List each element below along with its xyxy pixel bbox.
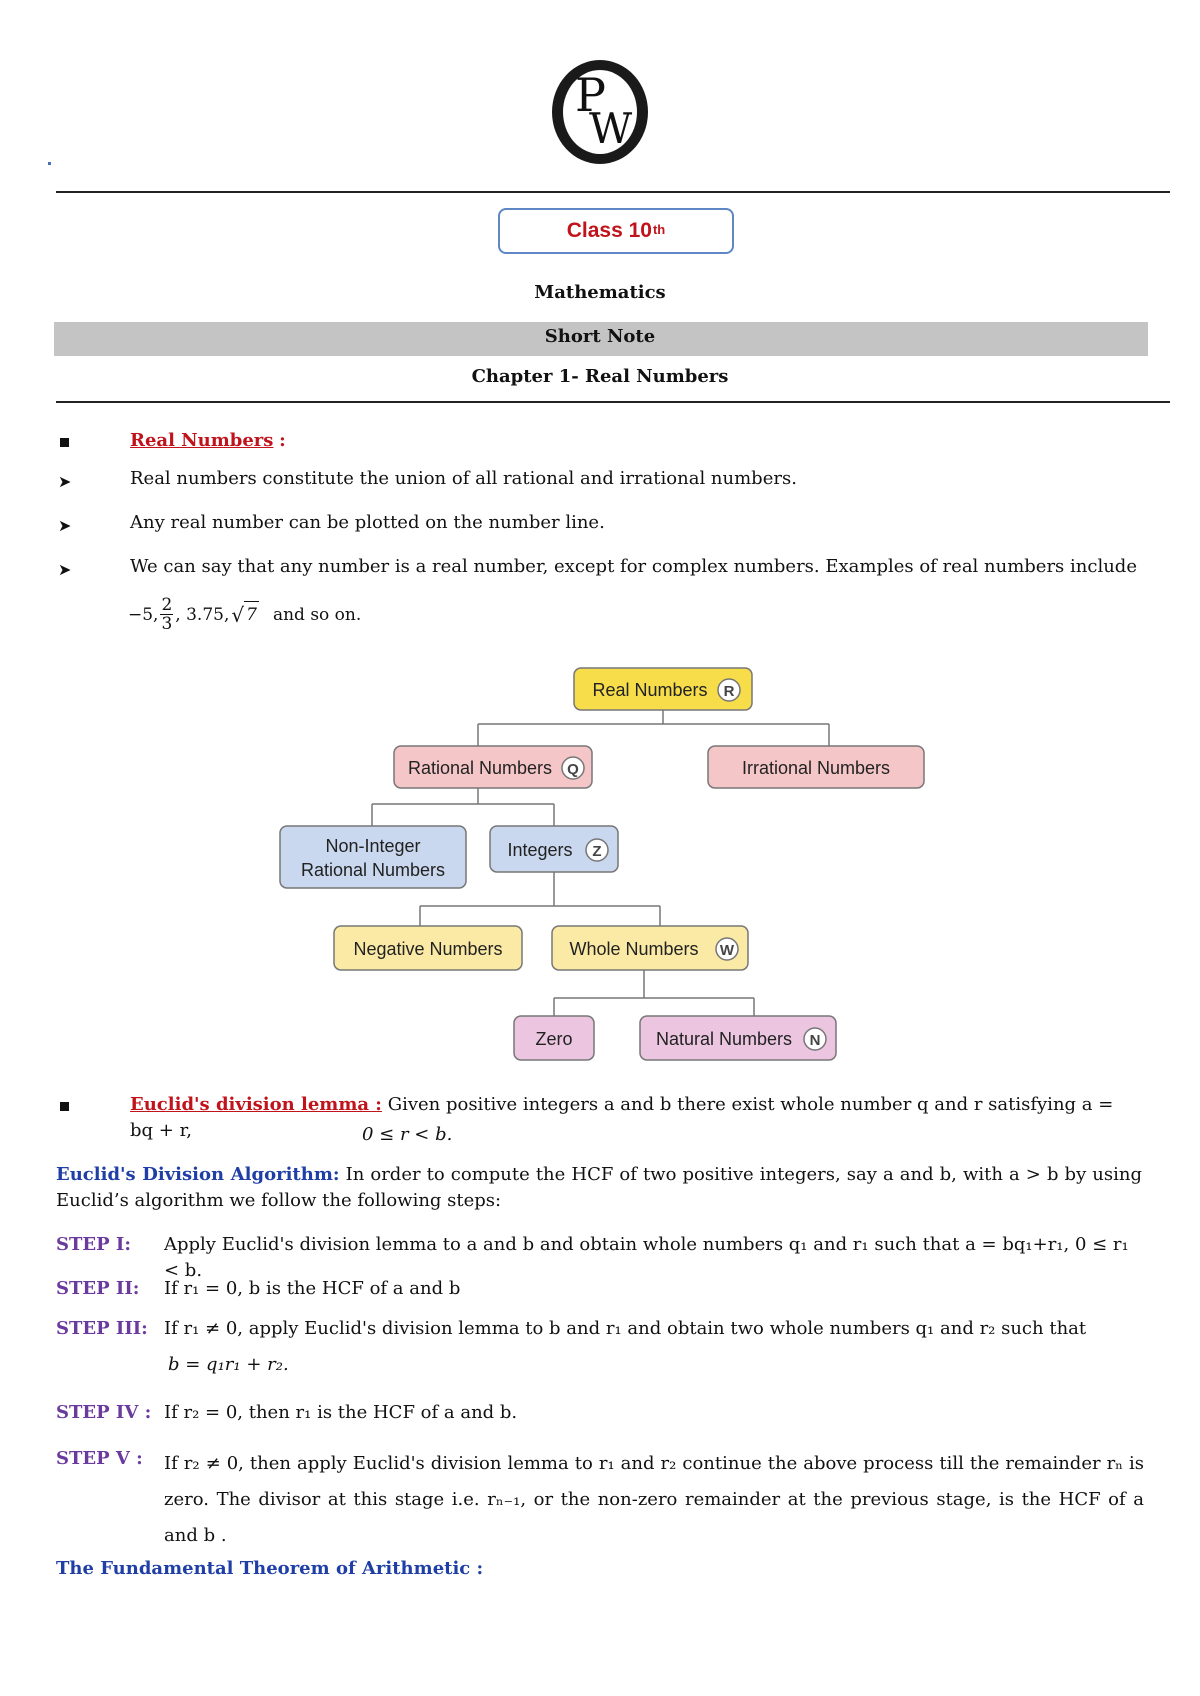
step-2-label: STEP II: bbox=[56, 1278, 140, 1299]
node-non-integer-rational bbox=[280, 826, 466, 888]
logo-letter-w: W bbox=[589, 104, 633, 153]
node-whole-label: Whole Numbers bbox=[569, 939, 699, 959]
step-3-continuation: b = q₁r₁ + r₂. bbox=[168, 1354, 289, 1375]
badge-r: R bbox=[723, 683, 735, 700]
node-rational-label: Rational Numbers bbox=[407, 758, 553, 778]
logo-letter-p: P bbox=[575, 68, 606, 122]
class-label: Class 10 bbox=[566, 219, 652, 242]
euclid-lemma bbox=[130, 1092, 1142, 1144]
example-tail: and so on. bbox=[272, 604, 362, 625]
fundamental-theorem-heading: The Fundamental Theorem of Arithmetic : bbox=[56, 1558, 484, 1579]
node-real-numbers bbox=[574, 668, 752, 710]
node-irrational-numbers bbox=[708, 746, 924, 788]
node-negative-label: Negative Numbers bbox=[353, 939, 503, 959]
algorithm-heading: Euclid's Division Algorithm: bbox=[56, 1164, 340, 1185]
lemma-text: Given positive integers a and b there exist whole number q and r satisfying a = bq + r, bbox=[130, 1094, 1114, 1141]
real-point-3: We can say that any number is a real number, except for complex numbers. Examples of real numbers include bbox=[130, 556, 1137, 577]
node-rational-numbers bbox=[394, 746, 592, 788]
sqrt-sign: √ bbox=[231, 603, 245, 627]
node-negative-numbers bbox=[334, 926, 522, 970]
example-neg5: −5, bbox=[128, 604, 159, 625]
chapter-title: Chapter 1- Real Numbers bbox=[471, 366, 729, 387]
node-zero-label: Zero bbox=[535, 1029, 573, 1049]
class-sup: th bbox=[652, 221, 666, 237]
real-numbers-heading-colon: : bbox=[279, 430, 286, 451]
pw-logo bbox=[552, 60, 648, 164]
lemma-condition: 0 ≤ r < b. bbox=[362, 1124, 453, 1145]
arrow-bullet: ➤ bbox=[58, 560, 72, 579]
example-decimal: , 3.75, bbox=[175, 604, 230, 625]
node-natural-numbers bbox=[640, 1016, 836, 1060]
step-1-label: STEP I: bbox=[56, 1234, 131, 1255]
sqrt-argument: 7 bbox=[244, 601, 259, 628]
node-real-label: Real Numbers bbox=[592, 680, 708, 700]
euclid-algorithm bbox=[56, 1162, 1142, 1214]
fraction-numerator: 2 bbox=[161, 595, 173, 615]
real-point-2: Any real number can be plotted on the number line. bbox=[130, 512, 605, 533]
step-2-text: If r₁ = 0, b is the HCF of a and b bbox=[164, 1278, 461, 1299]
step-4-text: If r₂ = 0, then r₁ is the HCF of a and b. bbox=[164, 1402, 518, 1423]
badge-z: Z bbox=[592, 843, 602, 860]
node-noninteger-line2: Rational Numbers bbox=[300, 860, 446, 880]
real-numbers-heading bbox=[130, 428, 286, 454]
algorithm-text: In order to compute the HCF of two positive integers, say a and b, with a > b by using Euclid’s algorithm we follow the following steps: bbox=[56, 1164, 1142, 1211]
node-integers bbox=[490, 826, 618, 872]
step-1-text: Apply Euclid's division lemma to a and b and obtain whole numbers q₁ and r₁ such that a = bq₁+r₁, 0 ≤ r₁ < b. bbox=[164, 1234, 1129, 1281]
fraction-denominator: 3 bbox=[161, 614, 173, 634]
node-irrational-label: Irrational Numbers bbox=[741, 758, 891, 778]
square-bullet bbox=[60, 438, 69, 447]
header-rule bbox=[56, 401, 1170, 403]
class-badge bbox=[498, 208, 734, 254]
step-5-text: If r₂ ≠ 0, then apply Euclid's division lemma to r₁ and r₂ continue the above process till the remainder rₙ is zero. The divisor at this stage i.e. rₙ₋₁, or the non-zero remainder at the previous stage, is the HCF of a and b . bbox=[164, 1453, 1144, 1546]
square-bullet bbox=[60, 1102, 69, 1111]
node-zero bbox=[514, 1016, 594, 1060]
badge-n: N bbox=[809, 1032, 821, 1049]
blue-dot bbox=[48, 162, 51, 165]
pw-logo-inner bbox=[563, 70, 637, 154]
step-3-text: If r₁ ≠ 0, apply Euclid's division lemma to b and r₁ and obtain two whole numbers q₁ and r₂ such that bbox=[164, 1318, 1087, 1339]
real-numbers-heading-text: Real Numbers bbox=[130, 430, 274, 451]
example-fraction bbox=[160, 596, 173, 633]
arrow-bullet: ➤ bbox=[58, 472, 72, 491]
node-noninteger-line1: Non-Integer bbox=[325, 836, 421, 856]
note-type: Short Note bbox=[544, 326, 656, 347]
example-sqrt bbox=[231, 601, 259, 628]
real-examples bbox=[128, 596, 361, 633]
badge-w: W bbox=[719, 942, 735, 959]
node-whole-numbers bbox=[552, 926, 748, 970]
step-5-label: STEP V : bbox=[56, 1448, 143, 1469]
real-number-classification-diagram bbox=[248, 658, 948, 1078]
badge-q: Q bbox=[567, 761, 579, 778]
step-3-label: STEP III: bbox=[56, 1318, 148, 1339]
subject-title: Mathematics bbox=[534, 282, 666, 303]
real-point-1: Real numbers constitute the union of all rational and irrational numbers. bbox=[130, 468, 797, 489]
node-natural-label: Natural Numbers bbox=[655, 1029, 793, 1049]
arrow-bullet: ➤ bbox=[58, 516, 72, 535]
node-integers-label: Integers bbox=[507, 840, 573, 860]
step-4-label: STEP IV : bbox=[56, 1402, 152, 1423]
top-rule bbox=[56, 191, 1170, 193]
lemma-heading: Euclid's division lemma : bbox=[130, 1094, 382, 1115]
